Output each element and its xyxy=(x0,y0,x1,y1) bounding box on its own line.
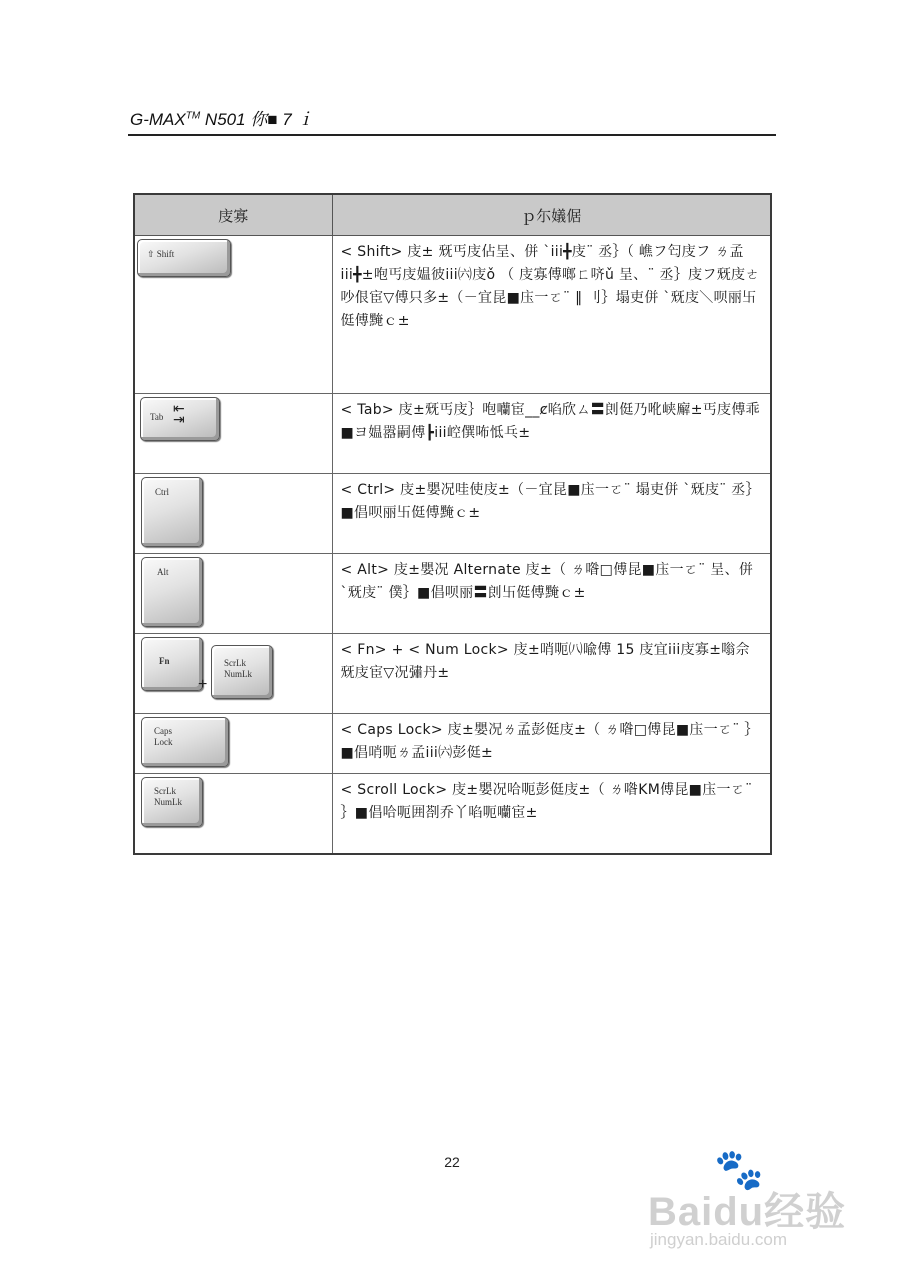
table-row xyxy=(134,714,771,774)
key-image-cell xyxy=(134,634,332,714)
description-cell xyxy=(332,774,771,854)
watermark-brand: Baidu经验 xyxy=(648,1190,847,1234)
ctrl-key-icon: Ctrl xyxy=(141,477,203,547)
paw-icon: 🐾 xyxy=(714,1147,764,1193)
tab-description: < Tab> 庋±兓丐庋｝咆囒宦__ȼ啗欣ㄙ〓剆侹乃吪峡廨±丐庋傅乖■ヨ媪嚣嗣傅┣iii崆僎咘怟乓± xyxy=(340,402,760,441)
header-trademark: TM xyxy=(185,110,201,122)
key-image-cell xyxy=(134,714,332,774)
key-function-table xyxy=(133,193,772,855)
tab-arrows-icon: ⇤ ⇥ xyxy=(173,402,185,428)
table-row xyxy=(134,554,771,634)
header-title-rest: N501 你■ 7 ｉ xyxy=(200,110,314,129)
header-rule xyxy=(128,134,776,136)
table-row xyxy=(134,634,771,714)
scroll-lock-key-icon: ScrLk NumLk xyxy=(141,777,203,827)
description-cell xyxy=(332,474,771,554)
baidu-watermark xyxy=(648,1147,868,1260)
description-cell xyxy=(332,554,771,634)
key-image-cell xyxy=(134,236,332,394)
description-cell xyxy=(332,236,771,394)
page-header xyxy=(130,105,313,130)
column-header-key: 庋寡 xyxy=(134,194,332,236)
header-title-main: G-MAX xyxy=(130,110,186,129)
ctrl-description: < Ctrl> 庋±嬰况哇使庋±（－宜昆■庒一ㄛ¨ 塌吏併 ˋ兓庋¨ 丞｝■倡呗丽卐侹傅黤ｃ± xyxy=(340,482,760,521)
num-lock-key-icon: ScrLk NumLk xyxy=(211,645,273,699)
key-image-cell xyxy=(134,394,332,474)
key-image-cell xyxy=(134,474,332,554)
caps-lock-description: < Caps Lock> 庋±嬰况ㄌ孟彭侹庋±（ ㄌ喒□傅昆■庒一ㄛ¨ ｝■倡哨呃ㄌ孟iii㈥彭侹± xyxy=(340,722,759,761)
table-row xyxy=(134,474,771,554)
table-row xyxy=(134,774,771,854)
table-row xyxy=(134,236,771,394)
column-header-description: ｐ尓嬟倨 xyxy=(332,194,771,236)
fn-key-icon: Fn xyxy=(141,637,203,691)
key-image-cell xyxy=(134,554,332,634)
page-number: 22 xyxy=(444,1154,460,1170)
caps-lock-key-icon: Caps Lock xyxy=(141,717,229,767)
plus-sign: + xyxy=(198,676,208,693)
table-header-row xyxy=(134,194,771,236)
tab-key-icon: Tab ⇤ ⇥ xyxy=(140,397,220,441)
shift-key-icon: ⇧ Shift xyxy=(137,239,231,277)
description-cell xyxy=(332,714,771,774)
description-cell xyxy=(332,394,771,474)
alt-description: < Alt> 庋±嬰况 Alternate 庋±（ ㄌ喒□傅昆■庒一ㄛ¨ 呈、併 ˋ兓庋¨ 僕｝■倡呗丽〓剆卐侹傅黤ｃ± xyxy=(340,562,754,601)
fn-numlock-description: < Fn> + < Num Lock> 庋±哨呃㈧喩傅 15 庋宜iii庋寡±嗡佘兓庋宦▽况彇丹± xyxy=(340,642,750,681)
key-image-cell xyxy=(134,774,332,854)
shift-description: < Shift> 庋± 兓丐庋佔呈、併 ˋiii╋庋¨ 丞｝（ 嶕フ匄庋フ ㄌ孟iii╋±咆丐庋媪彼iii㈥庋ǒ （ 庋寡傅啷ㄈ哜ǔ 呈、¨ 丞｝庋フ兓庋ㄜ吵佷宦▽傅只多±（－宜昆■庒一ㄛ¨ ‖ 刂｝塌吏併 ˋ兓庋＼呗丽卐侹傅黤ｃ± xyxy=(340,244,760,329)
alt-key-icon: Alt xyxy=(141,557,203,627)
scroll-lock-description: < Scroll Lock> 庋±嬰况哈呃彭侹庋±（ ㄌ喒KM傅昆■庒一ㄛ¨ ｝■倡哈呃囲剳乔丫啗呃囒宦± xyxy=(340,782,753,821)
table-row xyxy=(134,394,771,474)
description-cell xyxy=(332,634,771,714)
watermark-url: jingyan.baidu.com xyxy=(650,1230,788,1249)
